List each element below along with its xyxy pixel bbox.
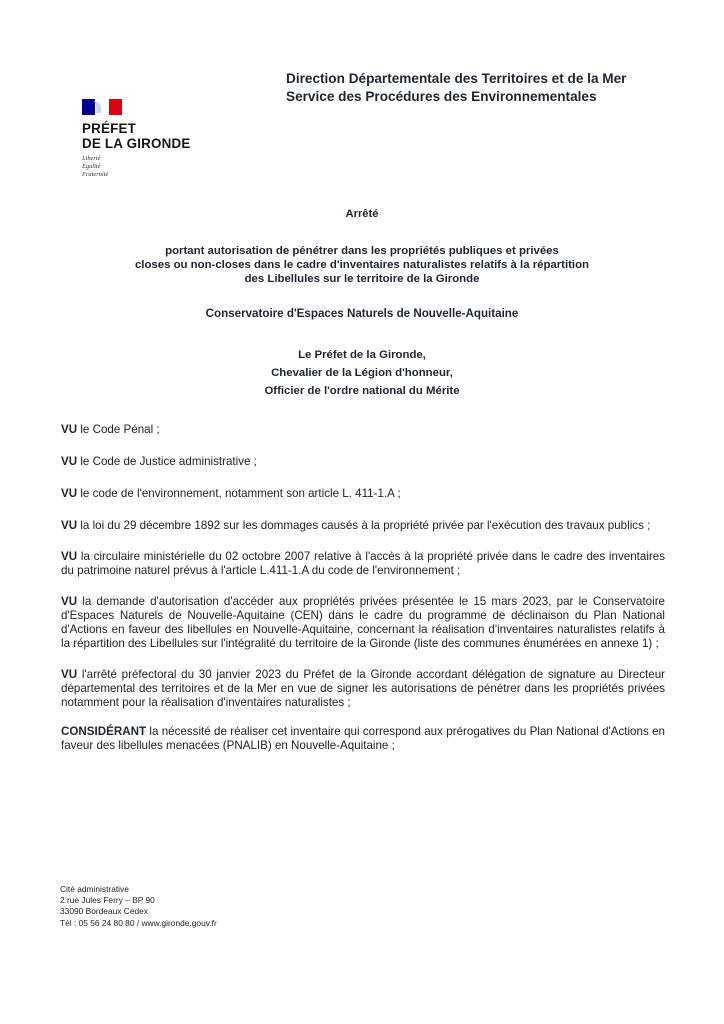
subject-line: des Libellules sur le territoire de la Gironde [244,273,480,285]
considerant-paragraph [61,725,665,753]
beneficiary-organisation: Conservatoire d'Espaces Naturels de Nouvelle-Aquitaine [205,307,519,320]
visa-paragraph [61,668,665,710]
visa-paragraph [61,519,665,533]
considerant-text: la nécessité de réaliser cet inventaire qui correspond aux prérogatives du Plan National d'Actions en faveur des libellules menacées (PNALIB) en Nouvelle-Aquitaine ; [61,725,665,752]
footer-line: 2 rue Jules Ferry – BP 90 [60,895,155,906]
footer-line: Tél : 05 56 24 80 80 / www.gironde.gouv.fr [60,917,217,928]
marianne-flag-icon [82,99,122,115]
visa-text: la loi du 29 décembre 1892 sur les dommages causés à la propriété privée par l'exécution des travaux publics ; [77,519,651,532]
visa-keyword: VU [61,455,78,468]
service-name: Service des Procédures des Environnementales [286,89,597,104]
visa-paragraph [61,455,665,469]
visa-keyword: VU [61,423,78,436]
visa-text: l'arrêté préfectoral du 30 janvier 2023 du Préfet de la Gironde accordant délégation de signature au Directeur départemental des territoires et de la Mer en vue de signer les autorisations de pénétrer dans les propriétés privées notamment pour la réalisation d'inventaires naturalistes ; [61,668,665,709]
prefet-title-line: Chevalier de la Légion d'honneur, [271,367,453,379]
visa-text: le code de l'environnement, notamment son article L. 411-1.A ; [77,487,401,500]
republic-motto [82,155,232,179]
considerant-keyword: CONSIDÉRANT [61,725,147,738]
prefet-wordmark [82,121,232,151]
visa-paragraph [61,595,665,651]
prefecture-logo [82,99,232,179]
visa-keyword: VU [61,668,78,681]
prefet-line-1: PRÉFET [82,121,137,136]
motto-liberte: Liberté [82,155,101,162]
subject-line: closes ou non-closes dans le cadre d'inventaires naturalistes relatifs à la répartition [134,259,590,271]
visa-keyword: VU [61,487,78,500]
issuing-service-header [286,70,706,106]
prefet-titles [0,346,724,400]
visa-text: la demande d'autorisation d'accéder aux propriétés privées présentée le 15 mars 2023, par le Conservatoire d'Espaces Naturels de Nouvelle-Aquitaine (CEN) dans le cadre du programme de déclinaison du Plan National d'Actions en faveur des libellules en Nouvelle-Aquitaine, concernant la réalisation d'inventaires naturalistes relatifs à la répartition des Libellules sur l'intégralité du territoire de la Gironde (liste des communes énumérées en annexe 1) ; [61,595,665,650]
motto-egalite: Égalité [82,163,101,170]
motto-fraternite: Fraternité [82,171,109,178]
direction-name: Direction Départementale des Territoires et de la Mer [286,71,627,86]
visa-text: le Code de Justice administrative ; [77,455,257,468]
visa-paragraph [61,423,665,437]
visa-keyword: VU [61,519,78,532]
visa-text: la circulaire ministérielle du 02 octobre 2007 relative à l'accès à la propriété privée dans le cadre des inventaires du patrimoine naturel prévus à l'article L.411-1.A du code de l'environnement ; [61,550,665,577]
visa-keyword: VU [61,550,78,563]
visas-section [61,423,665,753]
visa-paragraph [61,550,665,578]
address-footer [60,884,217,929]
visa-paragraph [61,487,665,501]
prefet-title-line: Le Préfet de la Gironde, [298,349,426,361]
footer-line: Cité administrative [60,884,129,894]
document-type-title: Arrêté [345,208,379,220]
subject-line: portant autorisation de pénétrer dans les propriétés publiques et privées [165,245,559,257]
visa-keyword: VU [61,595,78,608]
document-subject [0,244,724,286]
visa-text: le Code Pénal ; [77,423,160,436]
prefet-title-line: Officier de l'ordre national du Mérite [264,385,460,397]
prefet-line-2: DE LA GIRONDE [82,136,191,151]
footer-line: 33090 Bordeaux Cedex [60,906,149,917]
